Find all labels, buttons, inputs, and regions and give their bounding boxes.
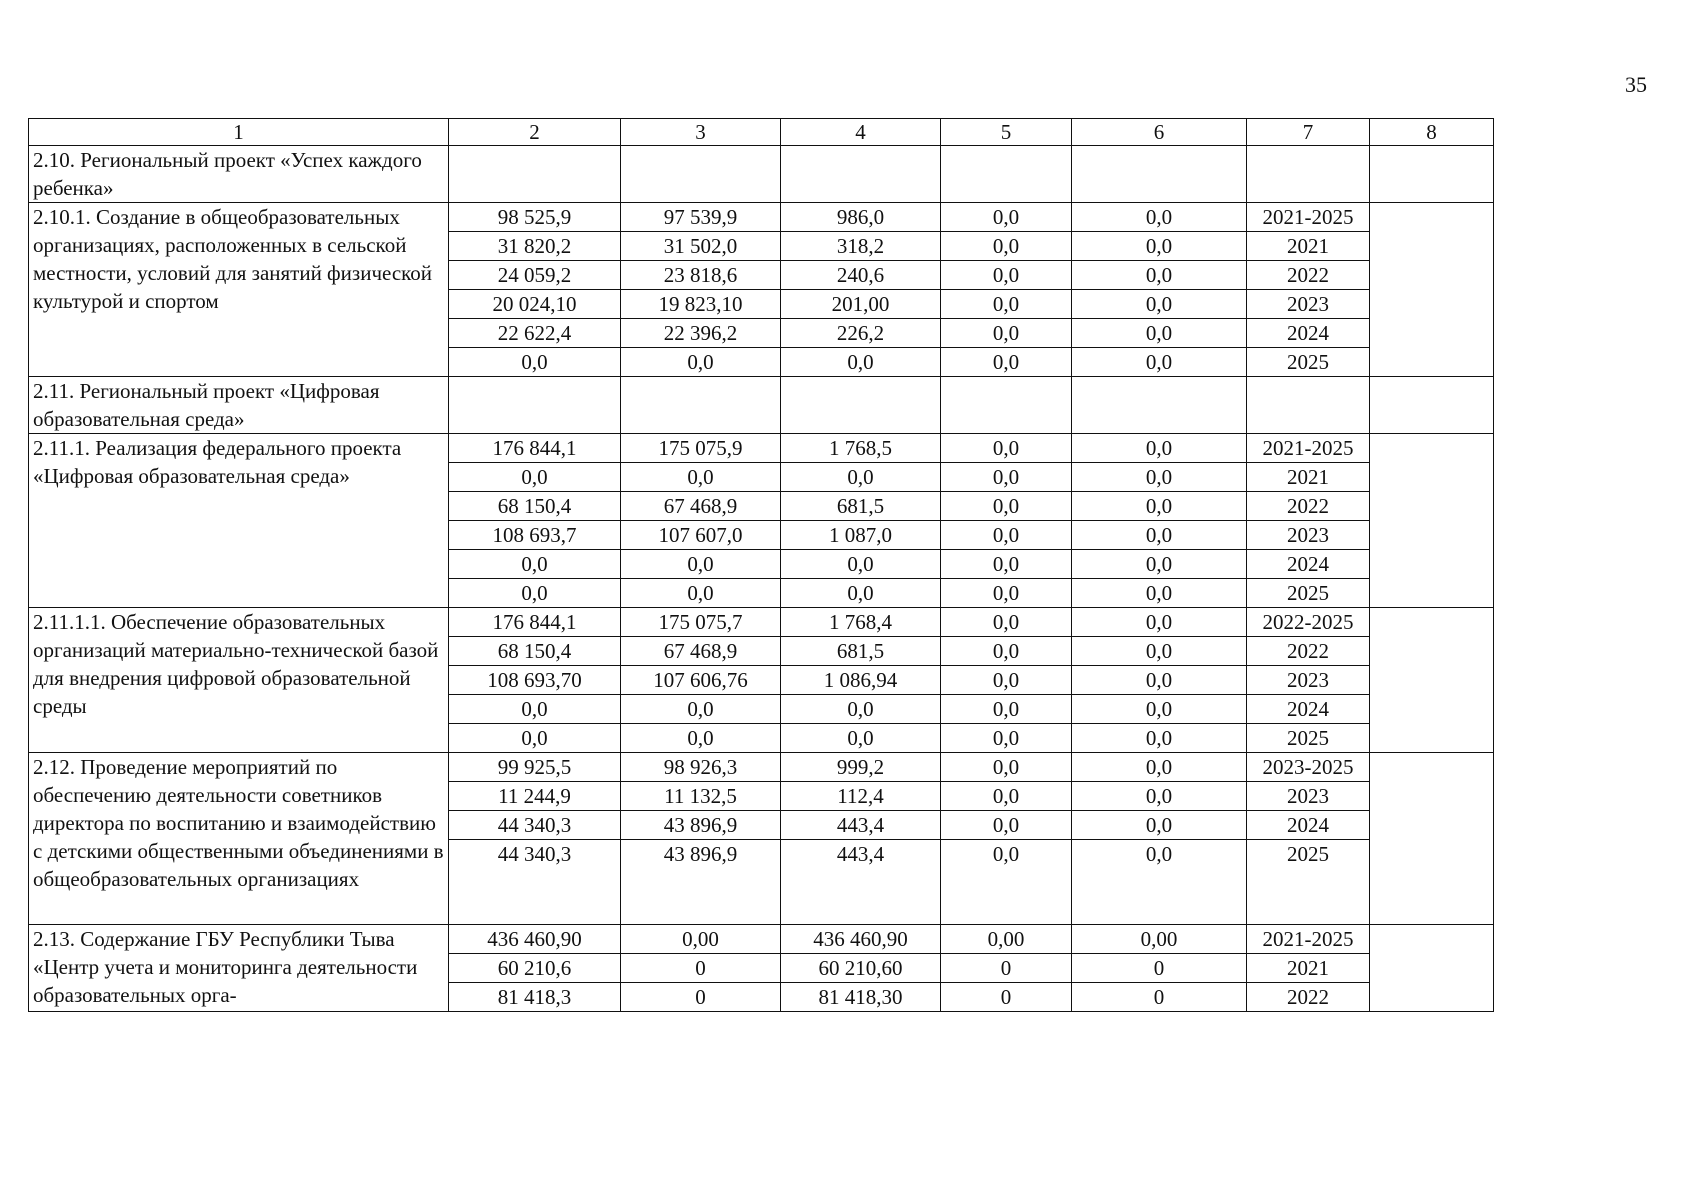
value-cell: 0,0 [941,463,1072,492]
value-cell: 2022 [1247,637,1370,666]
value-cell: 0,0 [781,463,941,492]
value-cell: 2021-2025 [1247,925,1370,954]
value-cell: 0,0 [1072,521,1247,550]
header-cell: 1 [29,119,449,146]
value-cell: 2023 [1247,521,1370,550]
value-cell: 0,0 [941,261,1072,290]
value-cell: 175 075,7 [621,608,781,637]
empty-cell [1247,146,1370,203]
value-cell: 0,0 [781,695,941,724]
value-cell: 0,0 [1072,695,1247,724]
value-cell: 0,0 [1072,463,1247,492]
value-cell: 0,0 [621,463,781,492]
value-cell: 0,0 [449,348,621,377]
value-cell: 112,4 [781,782,941,811]
empty-cell [449,146,621,203]
value-cell: 0,0 [621,550,781,579]
value-cell: 81 418,30 [781,983,941,1012]
value-cell: 107 607,0 [621,521,781,550]
value-cell: 0,0 [941,753,1072,782]
value-cell: 0,0 [941,232,1072,261]
value-cell: 2024 [1247,550,1370,579]
value-cell: 20 024,10 [449,290,621,319]
value-cell: 436 460,90 [781,925,941,954]
value-cell: 0,0 [449,724,621,753]
value-cell: 2021-2025 [1247,203,1370,232]
value-cell: 43 896,9 [621,811,781,840]
value-cell: 1 768,4 [781,608,941,637]
value-cell: 0,0 [941,782,1072,811]
value-cell: 0,0 [1072,261,1247,290]
value-cell: 2024 [1247,319,1370,348]
value-cell: 0,0 [1072,666,1247,695]
value-cell: 19 823,10 [621,290,781,319]
empty-cell [449,377,621,434]
header-cell: 2 [449,119,621,146]
value-cell: 0 [1072,954,1247,983]
empty-cell [1370,146,1494,203]
table-row [29,925,1494,954]
value-cell: 0,0 [941,348,1072,377]
section-title: 2.10. Региональный проект «Успех каждого ребенка» [29,146,449,203]
section-title: 2.11. Региональный проект «Цифровая образовательная среда» [29,377,449,434]
value-cell: 1 087,0 [781,521,941,550]
value-cell: 0,0 [941,840,1072,925]
value-cell: 0,0 [1072,724,1247,753]
value-cell: 201,00 [781,290,941,319]
value-cell: 0,0 [781,348,941,377]
value-cell: 31 820,2 [449,232,621,261]
value-cell: 0,0 [1072,840,1247,925]
value-cell: 68 150,4 [449,492,621,521]
value-cell: 11 244,9 [449,782,621,811]
empty-cell [781,377,941,434]
table-row [29,203,1494,232]
value-cell: 0,0 [449,579,621,608]
value-cell: 999,2 [781,753,941,782]
value-cell: 60 210,6 [449,954,621,983]
value-cell: 0,00 [941,925,1072,954]
value-cell: 2025 [1247,348,1370,377]
value-cell: 2021 [1247,232,1370,261]
value-cell: 31 502,0 [621,232,781,261]
value-cell: 22 622,4 [449,319,621,348]
value-cell: 0,00 [1072,925,1247,954]
value-cell: 0,0 [1072,290,1247,319]
value-cell: 2023-2025 [1247,753,1370,782]
value-cell: 0,0 [449,550,621,579]
empty-cell [1247,377,1370,434]
value-cell: 108 693,70 [449,666,621,695]
value-cell: 226,2 [781,319,941,348]
value-cell: 2022 [1247,261,1370,290]
value-cell: 0,0 [941,666,1072,695]
value-cell: 443,4 [781,840,941,925]
value-cell: 0,0 [941,579,1072,608]
section-title: 2.12. Проведение мероприятий по обеспечению деятельности советников директора по воспитанию и взаимодействию с детскими общественными объединениями в общеобразовательных организациях [29,753,449,925]
value-cell: 0,0 [1072,811,1247,840]
value-cell: 0,0 [449,695,621,724]
value-cell: 23 818,6 [621,261,781,290]
value-cell: 22 396,2 [621,319,781,348]
note-cell [1370,203,1494,377]
value-cell: 0,0 [1072,319,1247,348]
value-cell: 99 925,5 [449,753,621,782]
value-cell: 2021 [1247,463,1370,492]
value-cell: 24 059,2 [449,261,621,290]
value-cell: 0,0 [941,811,1072,840]
value-cell: 0,0 [1072,434,1247,463]
value-cell: 318,2 [781,232,941,261]
table-row [29,146,1494,203]
value-cell: 2022 [1247,983,1370,1012]
section-title: 2.11.1. Реализация федерального проекта «Цифровая образовательная среда» [29,434,449,608]
empty-cell [1072,377,1247,434]
value-cell: 0,0 [941,724,1072,753]
value-cell: 2021 [1247,954,1370,983]
value-cell: 436 460,90 [449,925,621,954]
value-cell: 0,0 [621,348,781,377]
page-number: 35 [1625,72,1647,97]
value-cell: 986,0 [781,203,941,232]
value-cell: 0,0 [1072,550,1247,579]
empty-cell [1072,146,1247,203]
empty-cell [941,146,1072,203]
value-cell: 0 [941,954,1072,983]
table-body [29,146,1494,1012]
value-cell: 11 132,5 [621,782,781,811]
value-cell: 2023 [1247,290,1370,319]
section-title: 2.10.1. Создание в общеобразовательных организациях, расположенных в сельской местности, условий для занятий физической культурой и спортом [29,203,449,377]
value-cell: 2025 [1247,579,1370,608]
value-cell: 68 150,4 [449,637,621,666]
budget-table [28,118,1494,1012]
value-cell: 0,0 [1072,753,1247,782]
value-cell: 44 340,3 [449,840,621,925]
value-cell: 0,0 [941,521,1072,550]
value-cell: 0,0 [941,695,1072,724]
value-cell: 0,00 [621,925,781,954]
value-cell: 681,5 [781,492,941,521]
value-cell: 0,0 [1072,579,1247,608]
value-cell: 67 468,9 [621,637,781,666]
value-cell: 0,0 [1072,232,1247,261]
value-cell: 108 693,7 [449,521,621,550]
value-cell: 0,0 [941,550,1072,579]
value-cell: 98 525,9 [449,203,621,232]
value-cell: 2023 [1247,666,1370,695]
header-cell: 6 [1072,119,1247,146]
section-title: 2.13. Содержание ГБУ Республики Тыва «Центр учета и мониторинга деятельности образовательных орга- [29,925,449,1012]
header-cell: 5 [941,119,1072,146]
value-cell: 60 210,60 [781,954,941,983]
value-cell: 0,0 [621,579,781,608]
value-cell: 81 418,3 [449,983,621,1012]
empty-cell [781,146,941,203]
value-cell: 2025 [1247,840,1370,925]
value-cell: 0,0 [1072,782,1247,811]
empty-cell [1370,377,1494,434]
value-cell: 0,0 [1072,348,1247,377]
value-cell: 0,0 [941,319,1072,348]
empty-cell [941,377,1072,434]
value-cell: 2022-2025 [1247,608,1370,637]
value-cell: 175 075,9 [621,434,781,463]
header-cell: 3 [621,119,781,146]
table-row [29,753,1494,782]
value-cell: 0,0 [941,434,1072,463]
value-cell: 0,0 [1072,608,1247,637]
value-cell: 0,0 [1072,203,1247,232]
value-cell: 0,0 [621,724,781,753]
value-cell: 0,0 [941,203,1072,232]
value-cell: 97 539,9 [621,203,781,232]
header-row [29,119,1494,146]
value-cell: 43 896,9 [621,840,781,925]
value-cell: 0,0 [781,550,941,579]
value-cell: 681,5 [781,637,941,666]
note-cell [1370,608,1494,753]
value-cell: 98 926,3 [621,753,781,782]
value-cell: 0 [621,954,781,983]
value-cell: 1 768,5 [781,434,941,463]
section-title: 2.11.1.1. Обеспечение образовательных организаций материально-технической базой для внедрения цифровой образовательной среды [29,608,449,753]
value-cell: 176 844,1 [449,434,621,463]
value-cell: 0,0 [941,608,1072,637]
header-cell: 4 [781,119,941,146]
value-cell: 44 340,3 [449,811,621,840]
value-cell: 0,0 [621,695,781,724]
value-cell: 0 [621,983,781,1012]
table-row [29,608,1494,637]
value-cell: 240,6 [781,261,941,290]
value-cell: 0,0 [781,579,941,608]
value-cell: 0,0 [1072,637,1247,666]
value-cell: 2023 [1247,782,1370,811]
value-cell: 67 468,9 [621,492,781,521]
value-cell: 176 844,1 [449,608,621,637]
value-cell: 2024 [1247,811,1370,840]
note-cell [1370,925,1494,1012]
value-cell: 0 [1072,983,1247,1012]
value-cell: 0,0 [941,637,1072,666]
header-cell: 7 [1247,119,1370,146]
value-cell: 0,0 [449,463,621,492]
note-cell [1370,434,1494,608]
value-cell: 0,0 [941,492,1072,521]
note-cell [1370,753,1494,925]
empty-cell [621,146,781,203]
value-cell: 0,0 [781,724,941,753]
table-row [29,434,1494,463]
value-cell: 2022 [1247,492,1370,521]
value-cell: 1 086,94 [781,666,941,695]
value-cell: 0,0 [941,290,1072,319]
value-cell: 2021-2025 [1247,434,1370,463]
value-cell: 2025 [1247,724,1370,753]
value-cell: 0 [941,983,1072,1012]
value-cell: 107 606,76 [621,666,781,695]
value-cell: 2024 [1247,695,1370,724]
empty-cell [621,377,781,434]
table-row [29,377,1494,434]
value-cell: 0,0 [1072,492,1247,521]
value-cell: 443,4 [781,811,941,840]
header-cell: 8 [1370,119,1494,146]
